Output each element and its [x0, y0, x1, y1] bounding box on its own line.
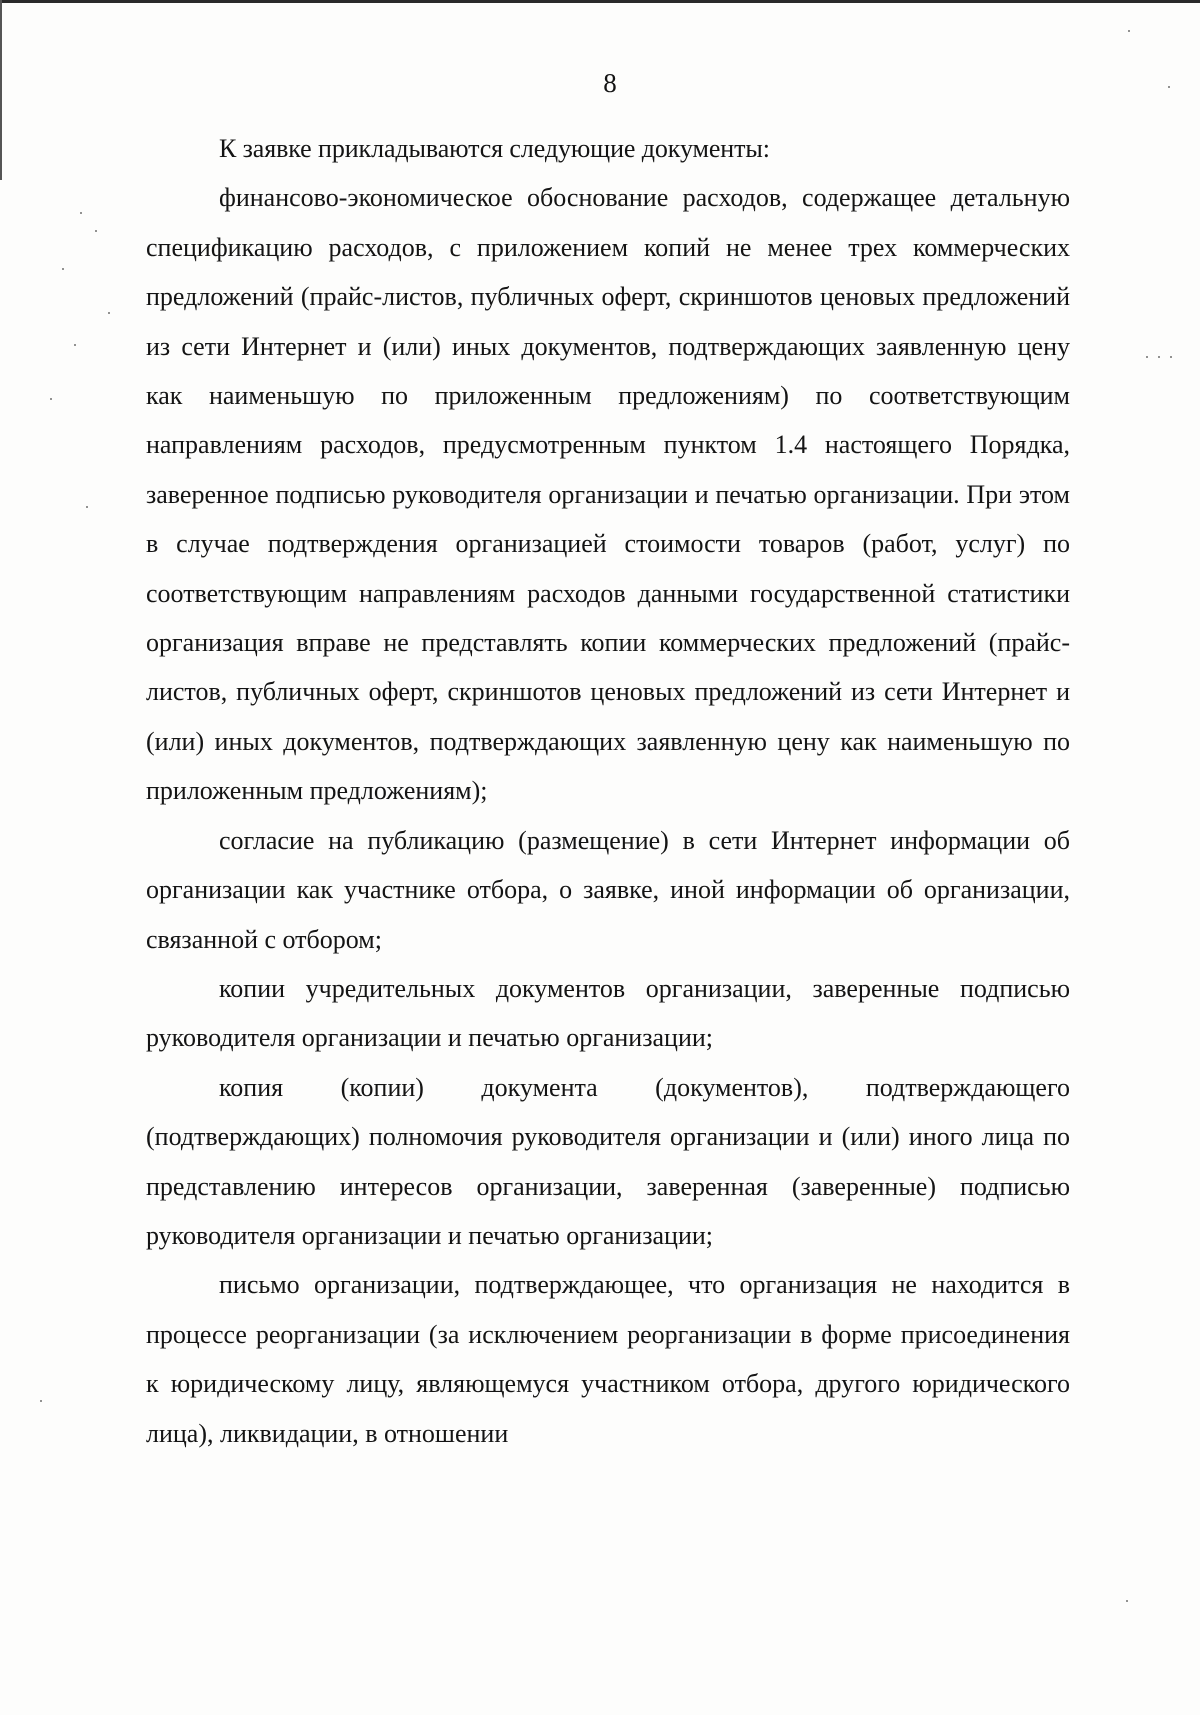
scan-speck	[50, 398, 52, 400]
scan-speck	[1170, 356, 1172, 358]
paragraph-authority-documents: копия (копии) документа (документов), подтверждающего (подтверждающих) полномочия руководителя организации и (или) иного лица по представлению интересов организации, заверенная (заверенные) подписью руководителя организации и печатью организации;	[146, 1072, 1070, 1250]
scan-top-edge	[0, 0, 1200, 3]
page-number: 8	[603, 68, 617, 98]
scan-speck	[86, 506, 88, 508]
scan-speck	[1158, 356, 1160, 358]
paragraph-intro: К заявке прикладываются следующие документы:	[219, 134, 770, 163]
scan-speck	[95, 230, 97, 232]
document-body	[146, 124, 1070, 1458]
paragraph-publication-consent: согласие на публикацию (размещение) в сети Интернет информации об организации как участнике отбора, о заявке, иной информации об организации, связанной с отбором;	[146, 825, 1070, 954]
paragraph-financial-justification: финансово-экономическое обоснование расходов, содержащее детальную спецификацию расходов, с приложением копий не менее трех коммерческих предложений (прайс-листов, публичных оферт, скриншотов ценовых предложений из сети Интернет и (или) иных документов, подтверждающих заявленную цену как наименьшую по приложенным предложениям) по соответствующим направлениям расходов, предусмотренным пунктом 1.4 настоящего Порядка, заверенное подписью руководителя организации и печатью организации. При этом в случае подтверждения организацией стоимости товаров (работ, услуг) по соответствующим направлениям расходов данными государственной статистики организация вправе не представлять копии коммерческих предложений (прайс-листов, публичных оферт, скриншотов ценовых предложений из сети Интернет и (или) иных документов, подтверждающих заявленную цену как наименьшую по приложенным предложениям);	[146, 183, 1070, 806]
scan-speck	[1146, 356, 1148, 358]
scan-speck	[1126, 1600, 1128, 1602]
scan-speck	[80, 212, 82, 214]
scan-speck	[1168, 86, 1170, 88]
scan-speck	[108, 312, 110, 314]
scan-speck	[1128, 30, 1130, 32]
paragraph-founding-documents: копии учредительных документов организации, заверенные подписью руководителя организации и печатью организации;	[146, 973, 1070, 1053]
scan-speck	[40, 1400, 42, 1402]
scan-speck	[74, 344, 76, 346]
paragraph-reorganization-letter: письмо организации, подтверждающее, что организация не находится в процессе реорганизации (за исключением реорганизации в форме присоединения к юридическому лицу, являющемуся участником отбора, другого юридического лица), ликвидации, в отношении	[146, 1270, 1070, 1448]
scan-speck	[62, 268, 64, 270]
